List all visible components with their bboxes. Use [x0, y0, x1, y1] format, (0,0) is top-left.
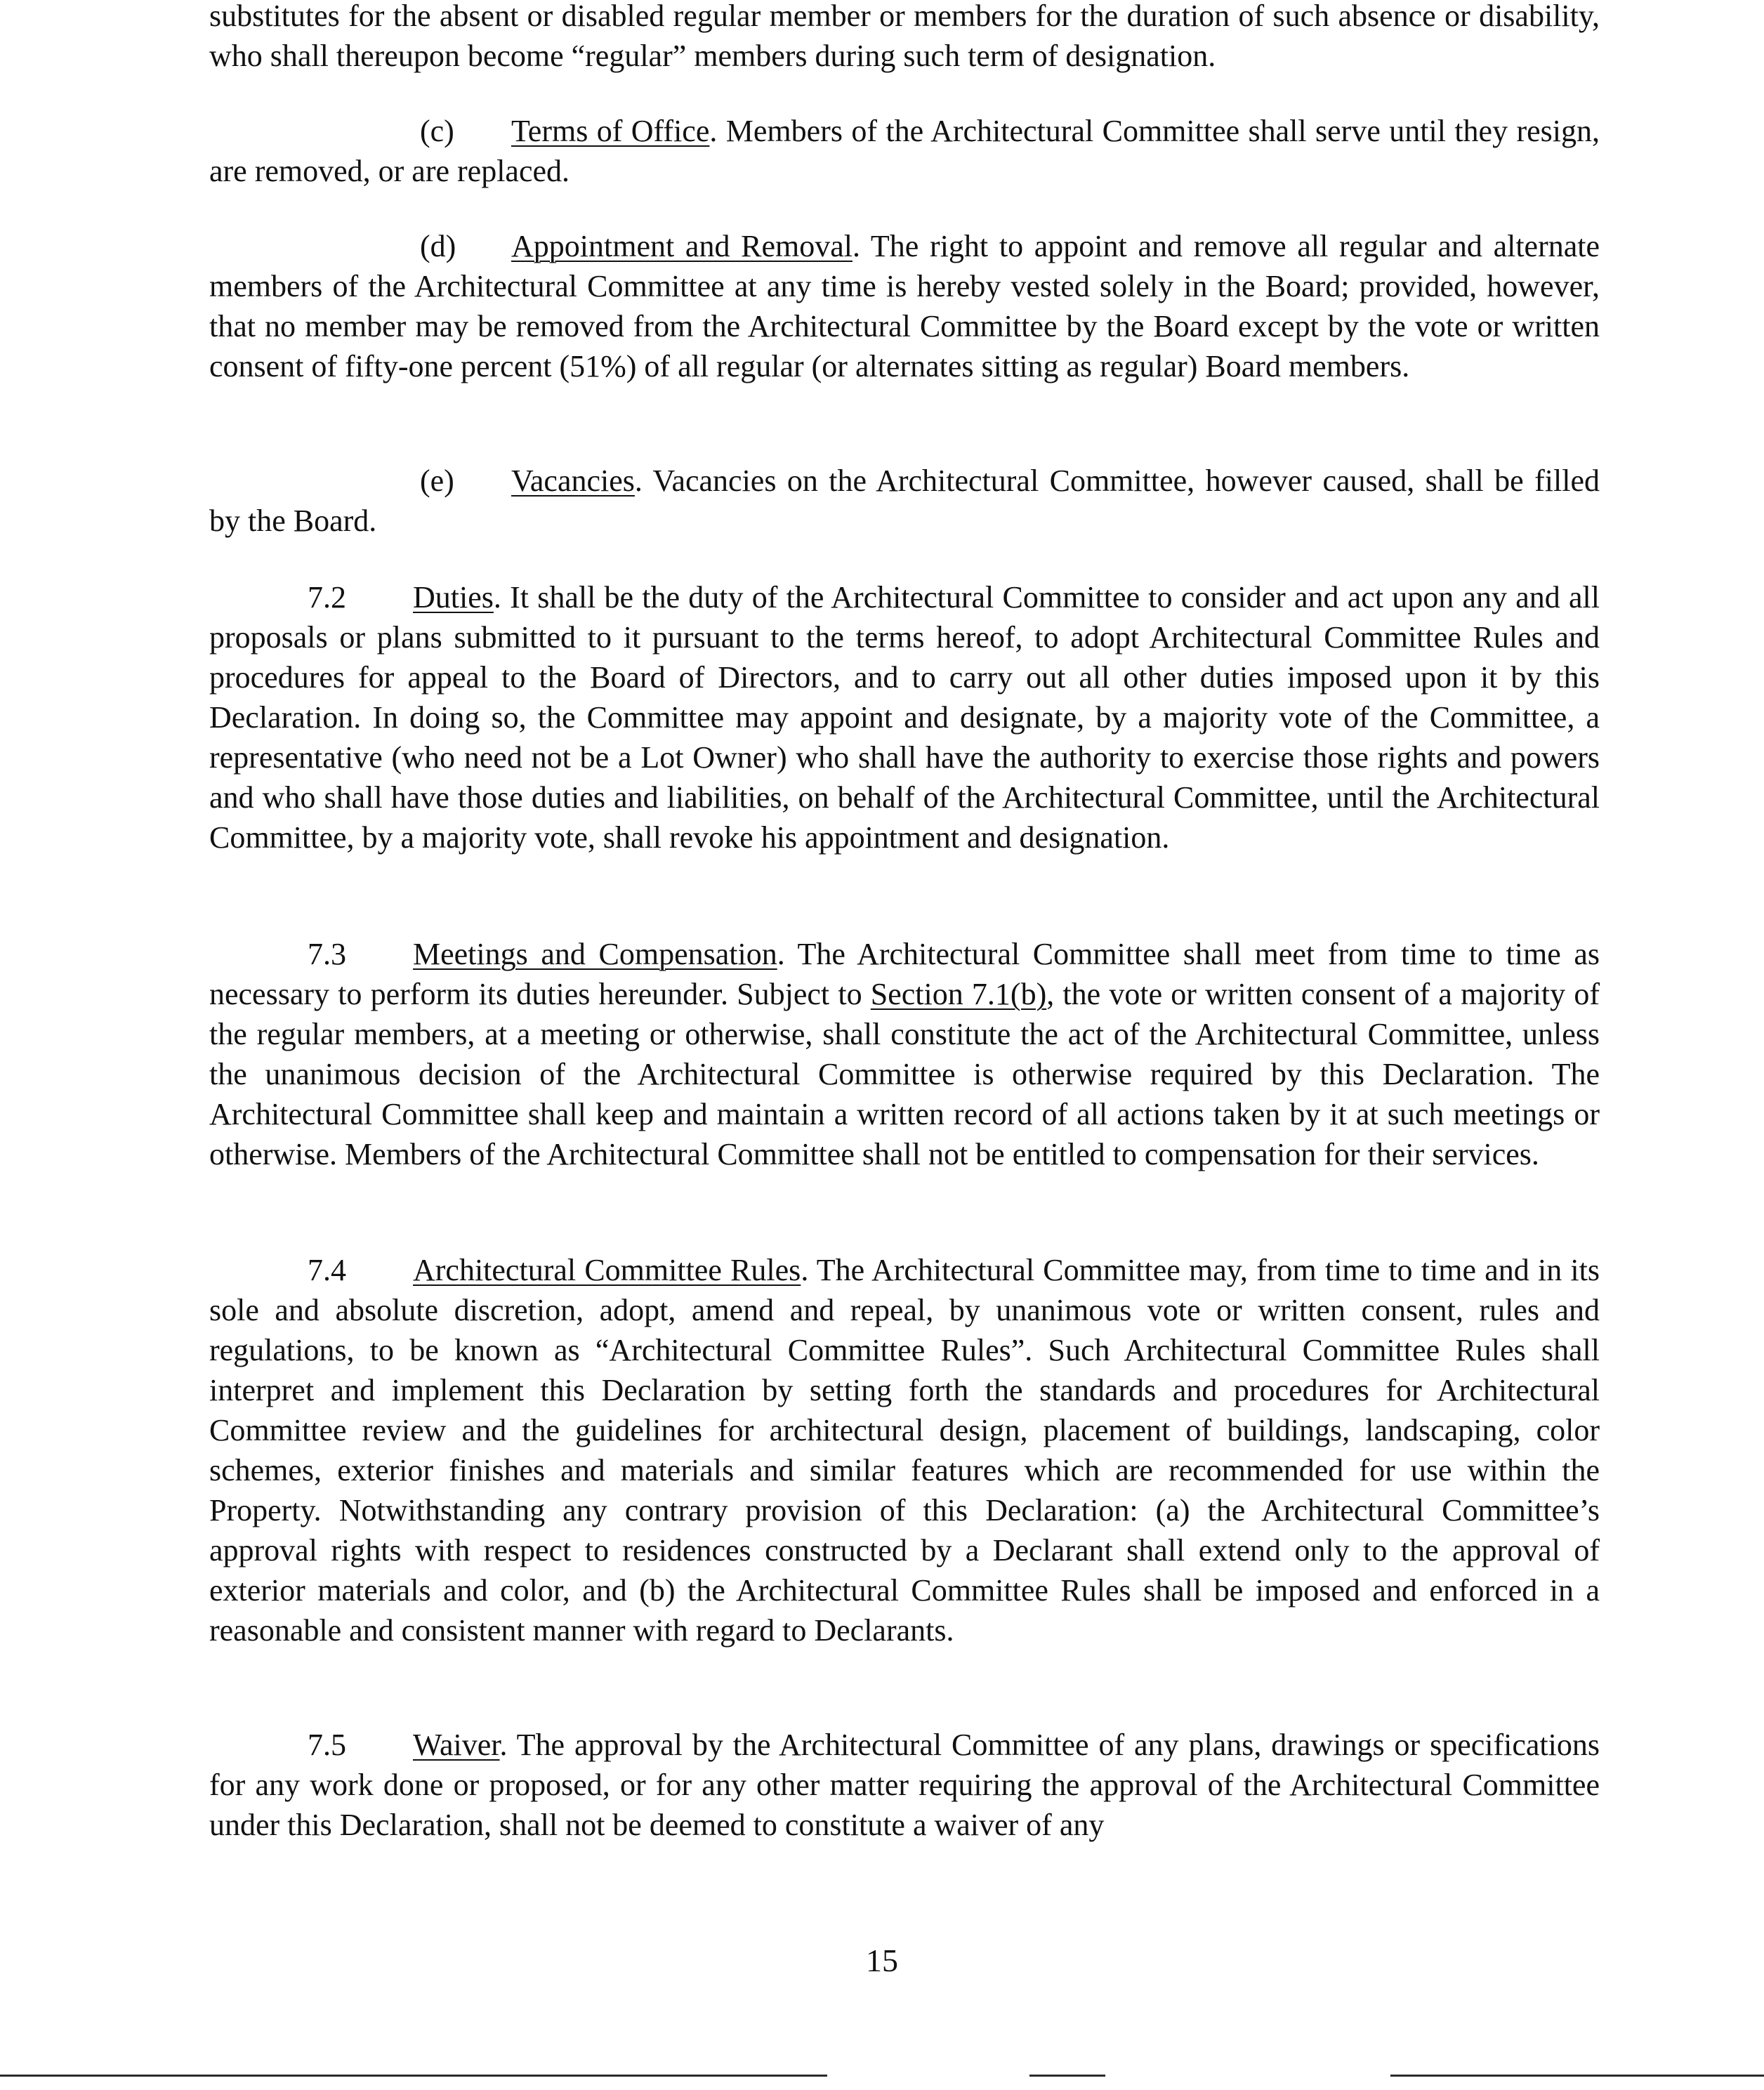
section-7-4-architectural-committee-rules — [209, 1250, 1600, 1650]
section-7-2-duties — [209, 577, 1600, 857]
section-heading: Waiver — [413, 1728, 500, 1762]
subsection-d-appointment-and-removal — [209, 226, 1600, 386]
subsection-number: (c) — [420, 114, 454, 148]
footer-rule-right — [1390, 2075, 1764, 2077]
section-body: . It shall be the duty of the Architectural Committee to consider and act upon any and all proposals or plans submitted to it pursuant to the terms hereof, to adopt Architectural Committee Rules and procedures for appeal to the Board of Directors, and to carry out all other duties imposed upon it by this Declaration. In doing so, the Committee may appoint and designate, by a majority vote of the Committee, a representative (who need not be a Lot Owner) who shall have the authority to exercise those rights and powers and who shall have those duties and liabilities, on behalf of the Architectural Committee, until the Architectural Committee, by a majority vote, shall revoke his appointment and designation. — [209, 580, 1600, 855]
paragraph-continuation — [209, 0, 1600, 76]
section-body: . The Architectural Committee shall meet from time to time as necessary to perform its duties hereunder. Subject to — [209, 937, 1600, 1011]
subsection-e-vacancies — [209, 461, 1600, 541]
subsection-body: . The right to appoint and remove all regular and alternate members of the Architectural Committee at any time is hereby vested solely in the Board; provided, however, that no member may be removed from the Architectural Committee by the Board except by the vote or written consent of fifty-one percent (51%) of all regular (or alternates sitting as regular) Board members. — [209, 229, 1600, 383]
subsection-number: (e) — [420, 464, 454, 498]
section-7-3-meetings-and-compensation — [209, 934, 1600, 1174]
section-number: 7.3 — [308, 937, 346, 971]
paragraph-text: substitutes for the absent or disabled regular member or members for the duration of such absence or disability, who shall thereupon become “regular” members during such term of designation. — [209, 0, 1600, 73]
section-body: . The Architectural Committee may, from time to time and in its sole and absolute discretion, adopt, amend and repeal, by unanimous vote or written consent, rules and regulations, to be known as “Architectural Committee Rules”. Such Architectural Committee Rules shall interpret and implement this Declaration by setting forth the standards and procedures for Architectural Committee review and the guidelines for architectural design, placement of buildings, landscaping, color schemes, exterior finishes and materials and similar features which are recommended for use within the Property. Notwithstanding any contrary provision of this Declaration: (a) the Architectural Committee’s approval rights with respect to residences constructed by a Declarant shall extend only to the approval of exterior materials and color, and (b) the Architectural Committee Rules shall be imposed and enforced in a reasonable and consistent manner with regard to Declarants. — [209, 1253, 1600, 1648]
footer-rule-middle — [1029, 2075, 1105, 2077]
page-number: 15 — [866, 1943, 898, 1978]
section-reference-link: Section 7.1(b) — [870, 977, 1047, 1011]
section-heading: Architectural Committee Rules — [413, 1253, 801, 1287]
footer-rule-left — [0, 2075, 827, 2077]
section-body-continued: , the vote or written consent of a majority of the regular members, at a meeting or otherwise, shall constitute the act of the Architectural Committee, unless the unanimous decision of the Architectural Committee is otherwise required by this Declaration. The Architectural Committee shall keep and maintain a written record of all actions taken by it at such meetings or otherwise. Members of the Architectural Committee shall not be entitled to compensation for their services. — [209, 977, 1600, 1171]
section-heading: Duties — [413, 580, 494, 614]
subsection-heading: Terms of Office — [511, 114, 710, 148]
subsection-heading: Vacancies — [511, 464, 635, 498]
subsection-c-terms-of-office — [209, 111, 1600, 191]
subsection-body: . Vacancies on the Architectural Committee, however caused, shall be filled by the Board. — [209, 464, 1600, 538]
subsection-heading: Appointment and Removal — [511, 229, 853, 263]
section-number: 7.4 — [308, 1253, 346, 1287]
subsection-number: (d) — [420, 229, 456, 263]
section-number: 7.5 — [308, 1728, 346, 1762]
section-body: . The approval by the Architectural Committee of any plans, drawings or specifications for any work done or proposed, or for any other matter requiring the approval of the Architectural Committee under this Declaration, shall not be deemed to constitute a waiver of any — [209, 1728, 1600, 1842]
section-number: 7.2 — [308, 580, 346, 614]
subsection-body: . Members of the Architectural Committee shall serve until they resign, are removed, or are replaced. — [209, 114, 1600, 188]
section-7-5-waiver — [209, 1725, 1600, 1845]
section-heading: Meetings and Compensation — [413, 937, 777, 971]
